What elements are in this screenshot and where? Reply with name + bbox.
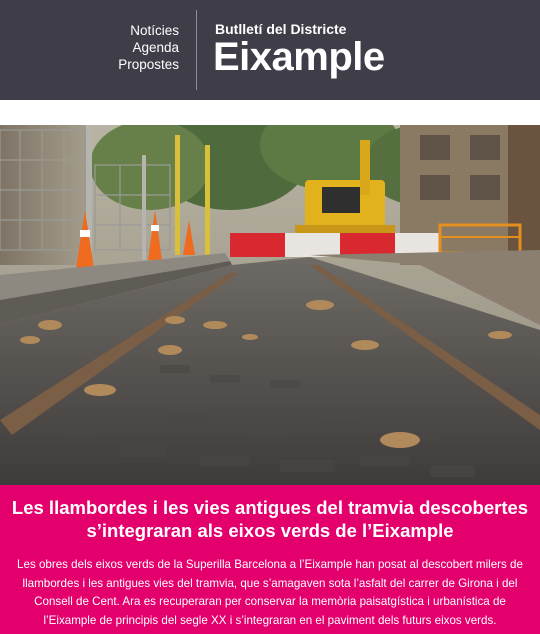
nav-link-propostes[interactable]: Propostes	[118, 57, 179, 72]
newsletter-subtitle: Butlletí del Districte	[215, 21, 347, 37]
article-summary: Les obres dels eixos verds de la Superilla Barcelona a l’Eixample han posat al descobert milers de llambordes i les antigues vies del tramvia, que s’amagaven sota l’asfalt del carrer de Girona i del Consell de Cent. Ara es recuperaran per conservar la memòria paisatgística i urbanística de l’Eixample de principis del segle XX i s’integraran en el paviment dels futurs eixos verds.	[17, 558, 523, 627]
header-nav	[118, 22, 179, 73]
feature-article[interactable]	[0, 485, 540, 634]
nav-link-agenda[interactable]: Agenda	[132, 40, 179, 55]
newsletter-header	[0, 0, 540, 100]
street-works-photo-icon	[0, 125, 540, 485]
district-title[interactable]: Eixample	[213, 35, 385, 79]
nav-link-noticies[interactable]: Notícies	[130, 23, 179, 38]
header-divider	[196, 10, 197, 90]
hero-image[interactable]	[0, 125, 540, 485]
article-headline[interactable]: Les llambordes i les vies antigues del tramvia descobertes s’integraran als eixos verds de l’Eixample	[11, 497, 529, 541]
